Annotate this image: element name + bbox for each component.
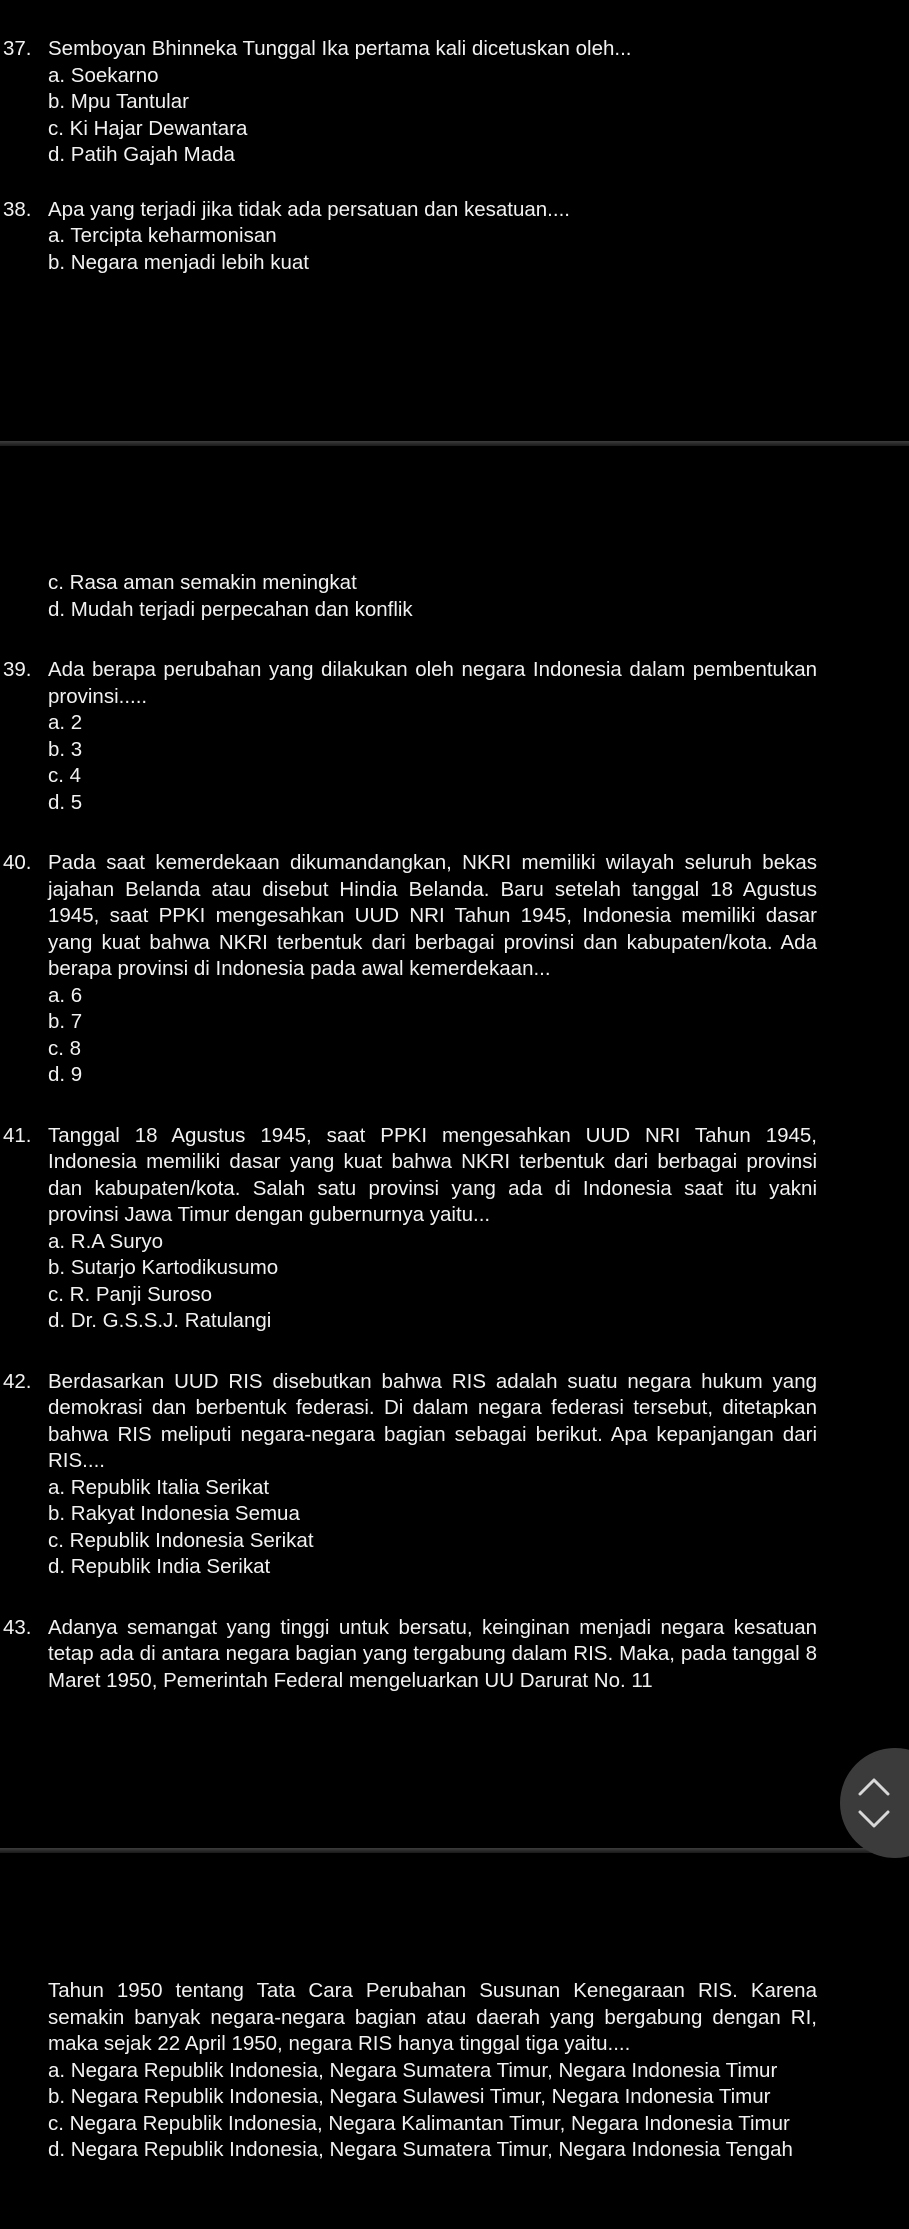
question-42: [0, 1369, 909, 1581]
question-number: 43.: [3, 1615, 32, 1639]
option-d[interactable]: d. Republik India Serikat: [48, 1555, 271, 1578]
option-b[interactable]: b. Negara menjadi lebih kuat: [48, 250, 309, 274]
page-divider: [0, 441, 909, 446]
option-c[interactable]: c. 8: [48, 1036, 82, 1060]
option-a[interactable]: a. 6: [48, 983, 83, 1007]
option-b[interactable]: b. Negara Republik Indonesia, Negara Sulawesi Timur, Negara Indonesia Timur: [48, 2085, 771, 2108]
option-a[interactable]: a. Negara Republik Indonesia, Negara Sumatera Timur, Negara Indonesia Timur: [48, 2058, 778, 2082]
option-a[interactable]: a. Republik Italia Serikat: [48, 1475, 270, 1499]
question-41: [0, 1123, 909, 1335]
option-a[interactable]: a. R.A Suryo: [48, 1229, 164, 1253]
option-c[interactable]: c. 4: [48, 764, 82, 787]
chevron-up-down-icon: [854, 1768, 894, 1838]
question-number: 42.: [3, 1369, 32, 1393]
option-b[interactable]: b. Rakyat Indonesia Semua: [48, 1502, 300, 1525]
page-segment-2: [0, 570, 909, 1722]
option-d[interactable]: d. Negara Republik Indonesia, Negara Sumatera Timur, Negara Indonesia Tengah: [48, 2138, 793, 2161]
option-c[interactable]: c. Rasa aman semakin meningkat: [48, 571, 357, 594]
question-text: Apa yang terjadi jika tidak ada persatuan dan kesatuan....: [48, 197, 570, 221]
question-43: [0, 1615, 909, 1695]
option-d[interactable]: d. Mudah terjadi perpecahan dan konflik: [48, 597, 413, 621]
option-a[interactable]: a. 2: [48, 711, 83, 734]
option-c[interactable]: c. R. Panji Suroso: [48, 1282, 213, 1306]
chevron-up-icon[interactable]: [860, 1780, 888, 1794]
question-text: Tanggal 18 Agustus 1945, saat PPKI mengesahkan UUD NRI Tahun 1945, Indonesia memiliki dasar yang kuat bahwa NKRI terbentuk dari berbagai provinsi dan kabupaten/kota. Salah satu provinsi yang ada di Indonesia saat itu yakni provinsi Jawa Timur dengan gubernurnya yaitu...: [48, 1123, 817, 1226]
scroll-control-button[interactable]: [840, 1748, 909, 1858]
option-d[interactable]: d. Dr. G.S.S.J. Ratulangi: [48, 1309, 272, 1332]
option-b[interactable]: b. 3: [48, 737, 83, 761]
option-d[interactable]: d. Patih Gajah Mada: [48, 143, 235, 166]
chevron-down-icon[interactable]: [860, 1812, 888, 1826]
page-segment-1: [0, 36, 909, 304]
question-40: [0, 850, 909, 1089]
question-number: 41.: [3, 1123, 32, 1147]
option-c[interactable]: c. Ki Hajar Dewantara: [48, 116, 248, 140]
question-text: Ada berapa perubahan yang dilakukan oleh negara Indonesia dalam pembentukan provinsi.....: [48, 658, 817, 708]
option-c[interactable]: c. Negara Republik Indonesia, Negara Kalimantan Timur, Negara Indonesia Timur: [48, 2111, 790, 2135]
question-text-part-2: Tahun 1950 tentang Tata Cara Perubahan Susunan Kenegaraan RIS. Karena semakin banyak negara-negara bagian atau daerah yang bergabung dengan RI, maka sejak 22 April 1950, negara RIS hanya tinggal tiga yaitu....: [48, 1979, 817, 2055]
question-text: Pada saat kemerdekaan dikumandangkan, NKRI memiliki wilayah seluruh bekas jajahan Belanda atau disebut Hindia Belanda. Baru setelah tanggal 18 Agustus 1945, saat PPKI mengesahkan UUD NRI Tahun 1945, Indonesia memiliki dasar yang kuat bahwa NKRI terbentuk dari berbagai provinsi dan kabupaten/kota. Ada berapa provinsi di Indonesia pada awal kemerdekaan...: [48, 851, 817, 980]
option-b[interactable]: b. Mpu Tantular: [48, 90, 189, 113]
question-text-part-1: Adanya semangat yang tinggi untuk bersatu, keinginan menjadi negara kesatuan tetap ada di antara negara bagian yang tergabung dalam RIS. Maka, pada tanggal 8 Maret 1950, Pemerintah Federal mengeluarkan UU Darurat No. 11: [48, 1615, 817, 1692]
option-a[interactable]: a. Tercipta keharmonisan: [48, 224, 277, 247]
question-number: 37.: [3, 37, 32, 60]
question-text: Semboyan Bhinneka Tunggal Ika pertama kali dicetuskan oleh...: [48, 37, 632, 60]
question-43-continued: [0, 1978, 909, 2164]
page-divider: [0, 1848, 909, 1853]
option-d[interactable]: d. 9: [48, 1063, 83, 1086]
page-segment-3: [0, 1978, 909, 2192]
question-38: [0, 197, 909, 277]
option-b[interactable]: b. Sutarjo Kartodikusumo: [48, 1256, 279, 1279]
question-39: [0, 657, 909, 816]
option-c[interactable]: c. Republik Indonesia Serikat: [48, 1528, 314, 1552]
question-38-continued: [0, 570, 909, 623]
option-a[interactable]: a. Soekarno: [48, 63, 159, 87]
question-number: 40.: [3, 851, 32, 874]
question-number: 39.: [3, 658, 32, 681]
option-d[interactable]: d. 5: [48, 790, 83, 814]
question-text: Berdasarkan UUD RIS disebutkan bahwa RIS adalah suatu negara hukum yang demokrasi dan berbentuk federasi. Di dalam negara federasi tersebut, ditetapkan bahwa RIS meliputi negara-negara bagian sebagai berikut. Apa kepanjangan dari RIS....: [48, 1369, 817, 1472]
option-b[interactable]: b. 7: [48, 1010, 83, 1033]
question-37: [0, 36, 909, 169]
question-number: 38.: [3, 197, 32, 221]
